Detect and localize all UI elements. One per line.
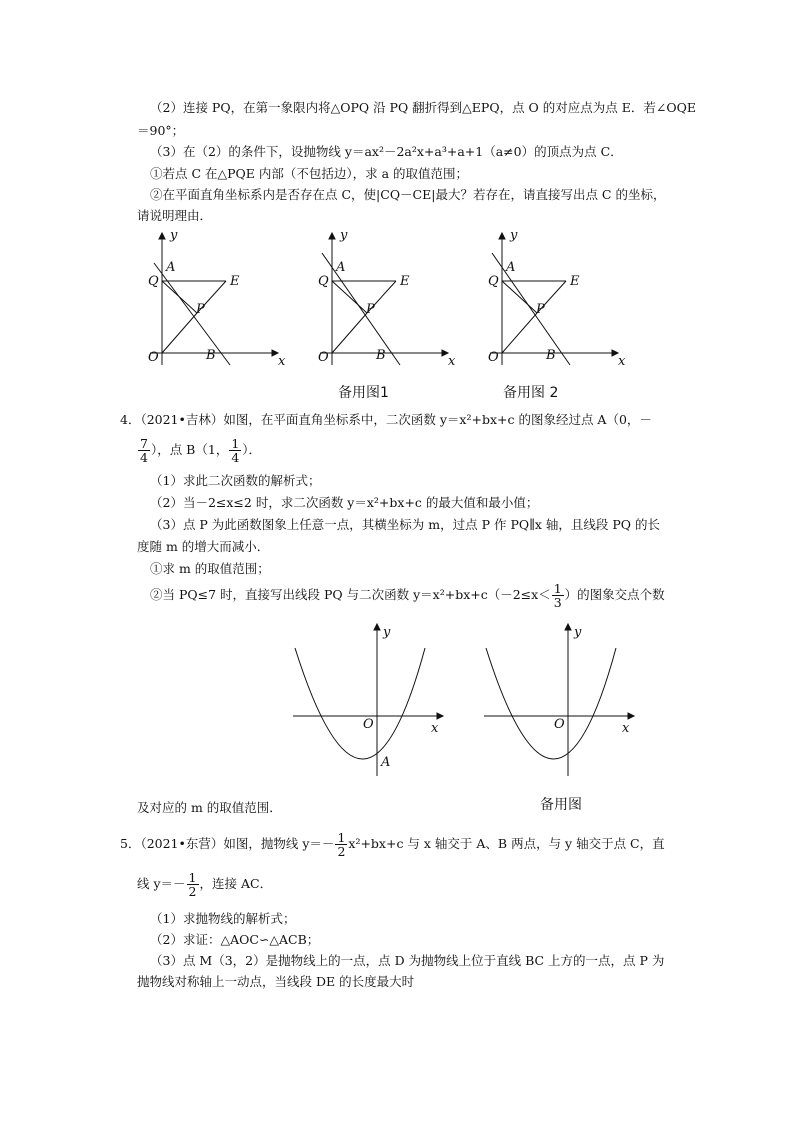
q3-main-figure bbox=[130, 225, 290, 370]
svg-text:y: y bbox=[574, 625, 582, 640]
svg-text:P: P bbox=[536, 302, 545, 317]
svg-text:E: E bbox=[570, 274, 580, 289]
svg-text:x: x bbox=[618, 354, 626, 369]
svg-text:P: P bbox=[366, 302, 375, 317]
q5-line-4: （2）求证：△AOC∽△ACB； bbox=[150, 932, 320, 947]
q3-line-4: ①若点 C 在△PQE 内部（不包括边），求 a 的取值范围； bbox=[150, 166, 469, 181]
point-a-label: A bbox=[166, 260, 176, 275]
q5-line-6: 抛物线对称轴上一动点，当线段 DE 的长度最大时 bbox=[137, 974, 415, 989]
svg-text:O: O bbox=[554, 717, 565, 732]
q4-line-5: （3）点 P 为此函数图象上任意一点，其横坐标为 m，过点 P 作 PQ∥x 轴，且线段 PQ 的长 bbox=[150, 517, 661, 532]
svg-text:y: y bbox=[340, 228, 348, 243]
q4-main-figure bbox=[285, 620, 450, 780]
q3-line-3: （3）在（2）的条件下，设抛物线 y＝ax²－2a²x+a³+a+1（a≠0）的顶点为点 C． bbox=[150, 144, 623, 159]
q4-line-2: $\frac{7}{4}$ ），点 B（1， $\frac{1}{4}$ ）． bbox=[140, 436, 262, 465]
q4-line-6: 度随 m 的增大而减小． bbox=[137, 539, 270, 554]
point-p-label: P bbox=[196, 302, 205, 317]
origin-label: O bbox=[148, 350, 159, 365]
svg-text:x: x bbox=[448, 354, 456, 369]
q3-line-5: ②在平面直角坐标系内是否存在点 C，使|CQ－CE|最大？若存在，请直接写出点 C 的坐标， bbox=[150, 187, 666, 202]
svg-text:E: E bbox=[400, 274, 410, 289]
svg-text:B: B bbox=[376, 348, 386, 363]
q5-line-5: （3）点 M（3，2）是抛物线上的一点，点 D 为抛物线上位于直线 BC 上方的一点，点 P 为 bbox=[150, 953, 665, 968]
q4-line-8: ②当 PQ≤7 时，直接写出线段 PQ 与二次函数 y＝x²+bx+c（－2≤x＜ $\frac{1}{3}$ ）的图象交点个数 bbox=[150, 581, 665, 610]
x-axis-label: x bbox=[431, 721, 439, 736]
point-b-label: B bbox=[206, 348, 216, 363]
spare-figure-caption: 备用图 bbox=[540, 797, 582, 813]
q3-line-2: ＝90°； bbox=[137, 123, 185, 138]
svg-text:B: B bbox=[546, 348, 556, 363]
q4-line-4: （2）当－2≤x≤2 时，求二次函数 y＝x²+bx+c 的最大值和最小值； bbox=[150, 495, 539, 510]
q4-line-3: （1）求此二次函数的解析式； bbox=[150, 473, 321, 488]
svg-text:x: x bbox=[622, 721, 630, 736]
svg-text:Q: Q bbox=[488, 274, 499, 289]
point-e-label: E bbox=[230, 274, 240, 289]
q3-line-6: 请说明理由． bbox=[137, 208, 213, 223]
origin-label: O bbox=[363, 717, 374, 732]
q3-line-1: （2）连接 PQ，在第一象限内将△OPQ 沿 PQ 翻折得到△EPQ，点 O 的对应点为点 E．若∠OQE bbox=[150, 100, 696, 115]
svg-text:Q: Q bbox=[318, 274, 329, 289]
point-q-label: Q bbox=[148, 274, 159, 289]
x-axis-label: x bbox=[278, 354, 286, 369]
q4-line-7: ①求 m 的取值范围； bbox=[150, 561, 270, 576]
svg-text:A: A bbox=[506, 260, 516, 275]
y-axis-label: y bbox=[383, 625, 391, 640]
q3-spare-figure-1 bbox=[300, 225, 460, 370]
q4-spare-figure bbox=[476, 620, 641, 780]
spare-figure-2-caption: 备用图 2 bbox=[503, 385, 559, 401]
y-axis-label: y bbox=[170, 228, 178, 243]
svg-text:A: A bbox=[336, 260, 346, 275]
q5-line-3: （1）求抛物线的解析式； bbox=[150, 911, 296, 926]
svg-text:O: O bbox=[488, 350, 499, 365]
q5-line-2: 线 y＝－ $\frac{1}{2}$ ，连接 AC． bbox=[137, 870, 273, 899]
spare-figure-1-caption: 备用图1 bbox=[338, 385, 389, 401]
q4-line-1: 4．（2021•吉林）如图，在平面直角坐标系中，二次函数 y＝x²+bx+c 的图象经过点 A（0，－ bbox=[120, 412, 652, 427]
svg-text:O: O bbox=[318, 350, 329, 365]
q3-spare-figure-2 bbox=[470, 225, 630, 370]
q4-line-9: 及对应的 m 的取值范围． bbox=[137, 800, 282, 815]
point-a-label: A bbox=[381, 755, 391, 770]
svg-text:y: y bbox=[510, 228, 518, 243]
q5-line-1: 5．（2021•东营）如图，抛物线 y＝－ $\frac{1}{2}$ x²+bx+c 与 x 轴交于 A、B 两点，与 y 轴交于点 C，直 bbox=[120, 830, 665, 859]
